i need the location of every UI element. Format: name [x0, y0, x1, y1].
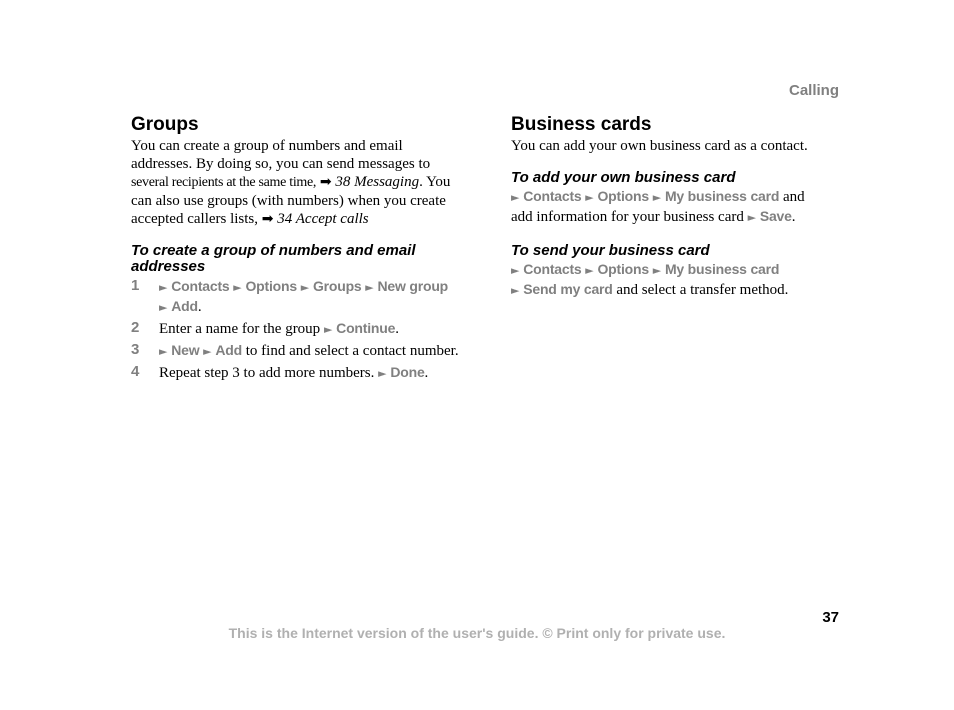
menu-send-my-card: Send my card [523, 281, 613, 297]
triangle-right-icon: ► [652, 264, 662, 277]
triangle-right-icon: ► [159, 281, 168, 294]
menu-save: Save [759, 208, 792, 224]
add-card-subheading: To add your own business card [511, 169, 736, 186]
reference-page-number: 34 [277, 211, 293, 227]
step-item: 2 Enter a name for the group ► Continue. [131, 319, 399, 337]
triangle-right-icon: ► [365, 281, 374, 294]
triangle-right-icon: ► [747, 211, 757, 224]
send-card-subheading: To send your business card [511, 242, 710, 259]
create-group-steps [131, 277, 461, 383]
menu-add: Add [215, 342, 242, 358]
add-card-text-2: add information for your business card [511, 209, 744, 225]
reference-messaging[interactable] [335, 174, 419, 190]
groups-heading: Groups [131, 114, 199, 135]
menu-continue: Continue [336, 320, 396, 336]
business-cards-intro: You can add your own business card as a contact. [511, 138, 808, 154]
footer-notice: This is the Internet version of the user's guide. © Print only for private use. [228, 625, 726, 641]
add-card-text-1: and [782, 189, 805, 205]
step-text: to find and select a contact number. [245, 343, 459, 359]
triangle-right-icon: ► [585, 191, 594, 204]
triangle-right-icon: ► [511, 284, 520, 297]
menu-contacts: Contacts [171, 278, 230, 294]
groups-intro-text-2: several recipients at the same time, [131, 175, 317, 190]
groups-intro-text-3: You can also use groups (with numbers) when you create accepted callers lists, [131, 174, 451, 227]
right-arrow-icon: ➡ [261, 211, 274, 227]
triangle-right-icon: ► [511, 191, 520, 204]
menu-contacts: Contacts [523, 261, 582, 277]
groups-intro: You can create a group of numbers and email addresses. By doing so, you can send messages to several recipients at the same time, ➡ 38 Messaging. You can also use groups (with numbers) when you create accepted callers lists, ➡ 34 Accept calls [131, 138, 451, 227]
menu-new-group: New group [377, 278, 449, 294]
reference-page-number: 38 [335, 174, 351, 190]
triangle-right-icon: ► [378, 367, 387, 380]
triangle-right-icon: ► [159, 301, 168, 314]
reference-title: Messaging [354, 174, 420, 190]
menu-options: Options [597, 188, 649, 204]
send-card-instructions [511, 260, 841, 300]
menu-my-business-card: My business card [664, 261, 780, 277]
step-number: 2 [131, 319, 140, 336]
triangle-right-icon: ► [323, 323, 333, 336]
send-card-text: and select a transfer method. [616, 282, 789, 298]
menu-options: Options [245, 278, 297, 294]
step-number: 3 [131, 341, 140, 358]
reference-title: Accept calls [295, 211, 369, 227]
step-item [131, 341, 461, 361]
reference-accept-calls[interactable] [277, 211, 368, 227]
triangle-right-icon: ► [159, 345, 168, 358]
menu-contacts: Contacts [523, 188, 582, 204]
triangle-right-icon: ► [511, 264, 520, 277]
step-text: Enter a name for the group [159, 321, 321, 337]
create-group-subheading: To create a group of numbers and email addresses [131, 242, 416, 275]
triangle-right-icon: ► [652, 191, 662, 204]
menu-add: Add [171, 298, 198, 314]
right-arrow-icon: ➡ [319, 174, 332, 190]
business-cards-column [511, 113, 841, 300]
triangle-right-icon: ► [300, 281, 310, 294]
business-cards-heading: Business cards [511, 114, 652, 135]
step-number: 4 [131, 363, 140, 380]
add-card-instructions: ► Contacts ► Options ► My business card and add information for your business card ► Save. [511, 188, 805, 225]
step-item: 1 ► Contacts ► Options ► Groups ► New group ► Add. [131, 277, 449, 315]
triangle-right-icon: ► [233, 281, 242, 294]
menu-new: New [171, 342, 200, 358]
menu-done: Done [390, 364, 425, 380]
page-number: 37 [822, 609, 839, 626]
groups-intro-text-1: You can create a group of numbers and email addresses. By doing so, you can send messages to [131, 138, 431, 172]
step-item: 4 Repeat step 3 to add more numbers. ► Done. [131, 363, 429, 381]
triangle-right-icon: ► [203, 345, 212, 358]
menu-my-business-card: My business card [664, 188, 780, 204]
groups-column [131, 113, 461, 385]
step-number: 1 [131, 277, 140, 294]
section-label: Calling [788, 82, 839, 99]
menu-groups: Groups [312, 278, 362, 294]
triangle-right-icon: ► [585, 264, 594, 277]
step-text: Repeat step 3 to add more numbers. [159, 365, 375, 381]
menu-options: Options [597, 261, 649, 277]
